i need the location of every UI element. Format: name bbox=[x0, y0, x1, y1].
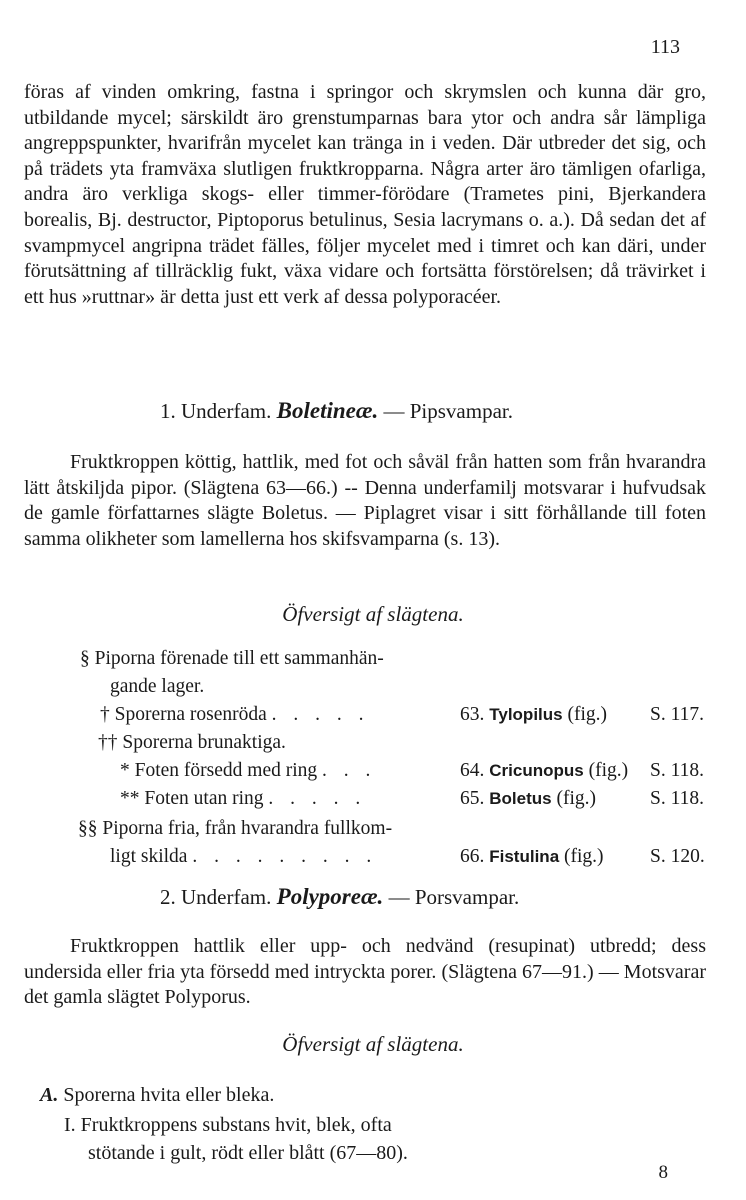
subfamily-1-number: 1. bbox=[160, 399, 176, 423]
key-line: I. Fruktkroppens substans hvit, blek, ofta bbox=[64, 1114, 392, 1136]
key-genus-ref: 65. Boletus (fig.) bbox=[460, 788, 596, 809]
key-line: §§ Piporna fria, från hvarandra fullkom- bbox=[78, 818, 393, 839]
subfamily-2-overview-title: Öfversigt af slägtena. bbox=[282, 1032, 464, 1056]
subfamily-1-paragraph: Fruktkroppen köttig, hattlik, med fot och såväl från hatten som från hvarandra lätt åtskiljda pipor. (Slägtena 63—66.) -- Denna underfamilj motsvarar i hufvudsak de gamle författarnes slägte Boletus. — Piplagret visar i sitt förhållande till foten samma olikheter som lamellerna hos skifsvamparna (s. 13). bbox=[24, 451, 706, 550]
key-page-ref: S. 118. bbox=[650, 788, 704, 809]
key-line: A. Sporerna hvita eller bleka. bbox=[40, 1084, 275, 1106]
signature-mark: 8 bbox=[658, 1162, 668, 1183]
subfamily-1-suffix: — Pipsvampar. bbox=[383, 399, 513, 423]
key-line: ligt skilda . . . . . . . . . bbox=[110, 846, 378, 867]
subfamily-1-prefix: Underfam. bbox=[181, 399, 272, 423]
intro-paragraph: föras af vinden omkring, fastna i springor och skrymslen och kunna där gro, utbildande mycel; särskildt äro grenstumparnas bara ytor och andra sår lämpliga angreppspunkter, hvarifrån mycelet kan tränga in i veden. Där utbreder det sig, och på trädets yta framväxa slutligen fruktkropparna. Några arter äro tämligen ofarliga, andra äro verkliga skogs- eller timmer-förödare (Trametes pini, Bjerkandera borealis, Bj. destructor, Piptoporus betulinus, Sesia lacrymans o. a.). Då sedan det af svampmycel angripna trädet fälles, följer mycelet med i timret och kan däri, under förutsättning af tillräcklig fukt, växa vidare och fortsätta förstörelsen; då trävirket i ett hus »ruttnar» är detta just ett verk af dessa polyporacéer. bbox=[24, 81, 706, 308]
key-line: ** Foten utan ring . . . . . bbox=[120, 788, 367, 809]
page-number: 113 bbox=[650, 36, 680, 58]
subfamily-2-paragraph: Fruktkroppen hattlik eller upp- och nedvänd (resupinat) utbredd; dess undersida eller fria yta försedd med intryckta porer. (Slägtena 67—91.) — Motsvarar det gamla slägtet Polyporus. bbox=[24, 935, 706, 1009]
subfamily-2-heading bbox=[160, 884, 519, 910]
key-line: † Sporerna rosenröda . . . . . bbox=[100, 704, 370, 725]
subfamily-2-prefix: Underfam. bbox=[181, 885, 272, 909]
subfamily-1-heading bbox=[160, 398, 513, 424]
key-genus-ref: 63. Tylopilus (fig.) bbox=[460, 704, 608, 725]
subfamily-2-suffix: — Porsvampar. bbox=[388, 885, 520, 909]
key-genus-ref: 66. Fistulina (fig.) bbox=[460, 846, 604, 867]
subfamily-2-number: 2. bbox=[160, 885, 176, 909]
subfamily-2-name: Polyporeæ. bbox=[276, 884, 384, 909]
key-page-ref: S. 117. bbox=[650, 704, 704, 725]
key-line: stötande i gult, rödt eller blått (67—80). bbox=[88, 1142, 408, 1164]
key-genus-ref: 64. Cricunopus (fig.) bbox=[460, 760, 629, 781]
key-line: § Piporna förenade till ett sammanhän- bbox=[80, 648, 384, 669]
subfamily-1-overview-title: Öfversigt af slägtena. bbox=[282, 602, 464, 626]
key-line: * Foten försedd med ring . . . bbox=[120, 760, 377, 781]
key-page-ref: S. 118. bbox=[650, 760, 704, 781]
key-line: †† Sporerna brunaktiga. bbox=[98, 732, 286, 753]
subfamily-1-name: Boletineæ. bbox=[276, 398, 379, 423]
key-line: gande lager. bbox=[110, 676, 205, 697]
key-page-ref: S. 120. bbox=[650, 846, 705, 867]
